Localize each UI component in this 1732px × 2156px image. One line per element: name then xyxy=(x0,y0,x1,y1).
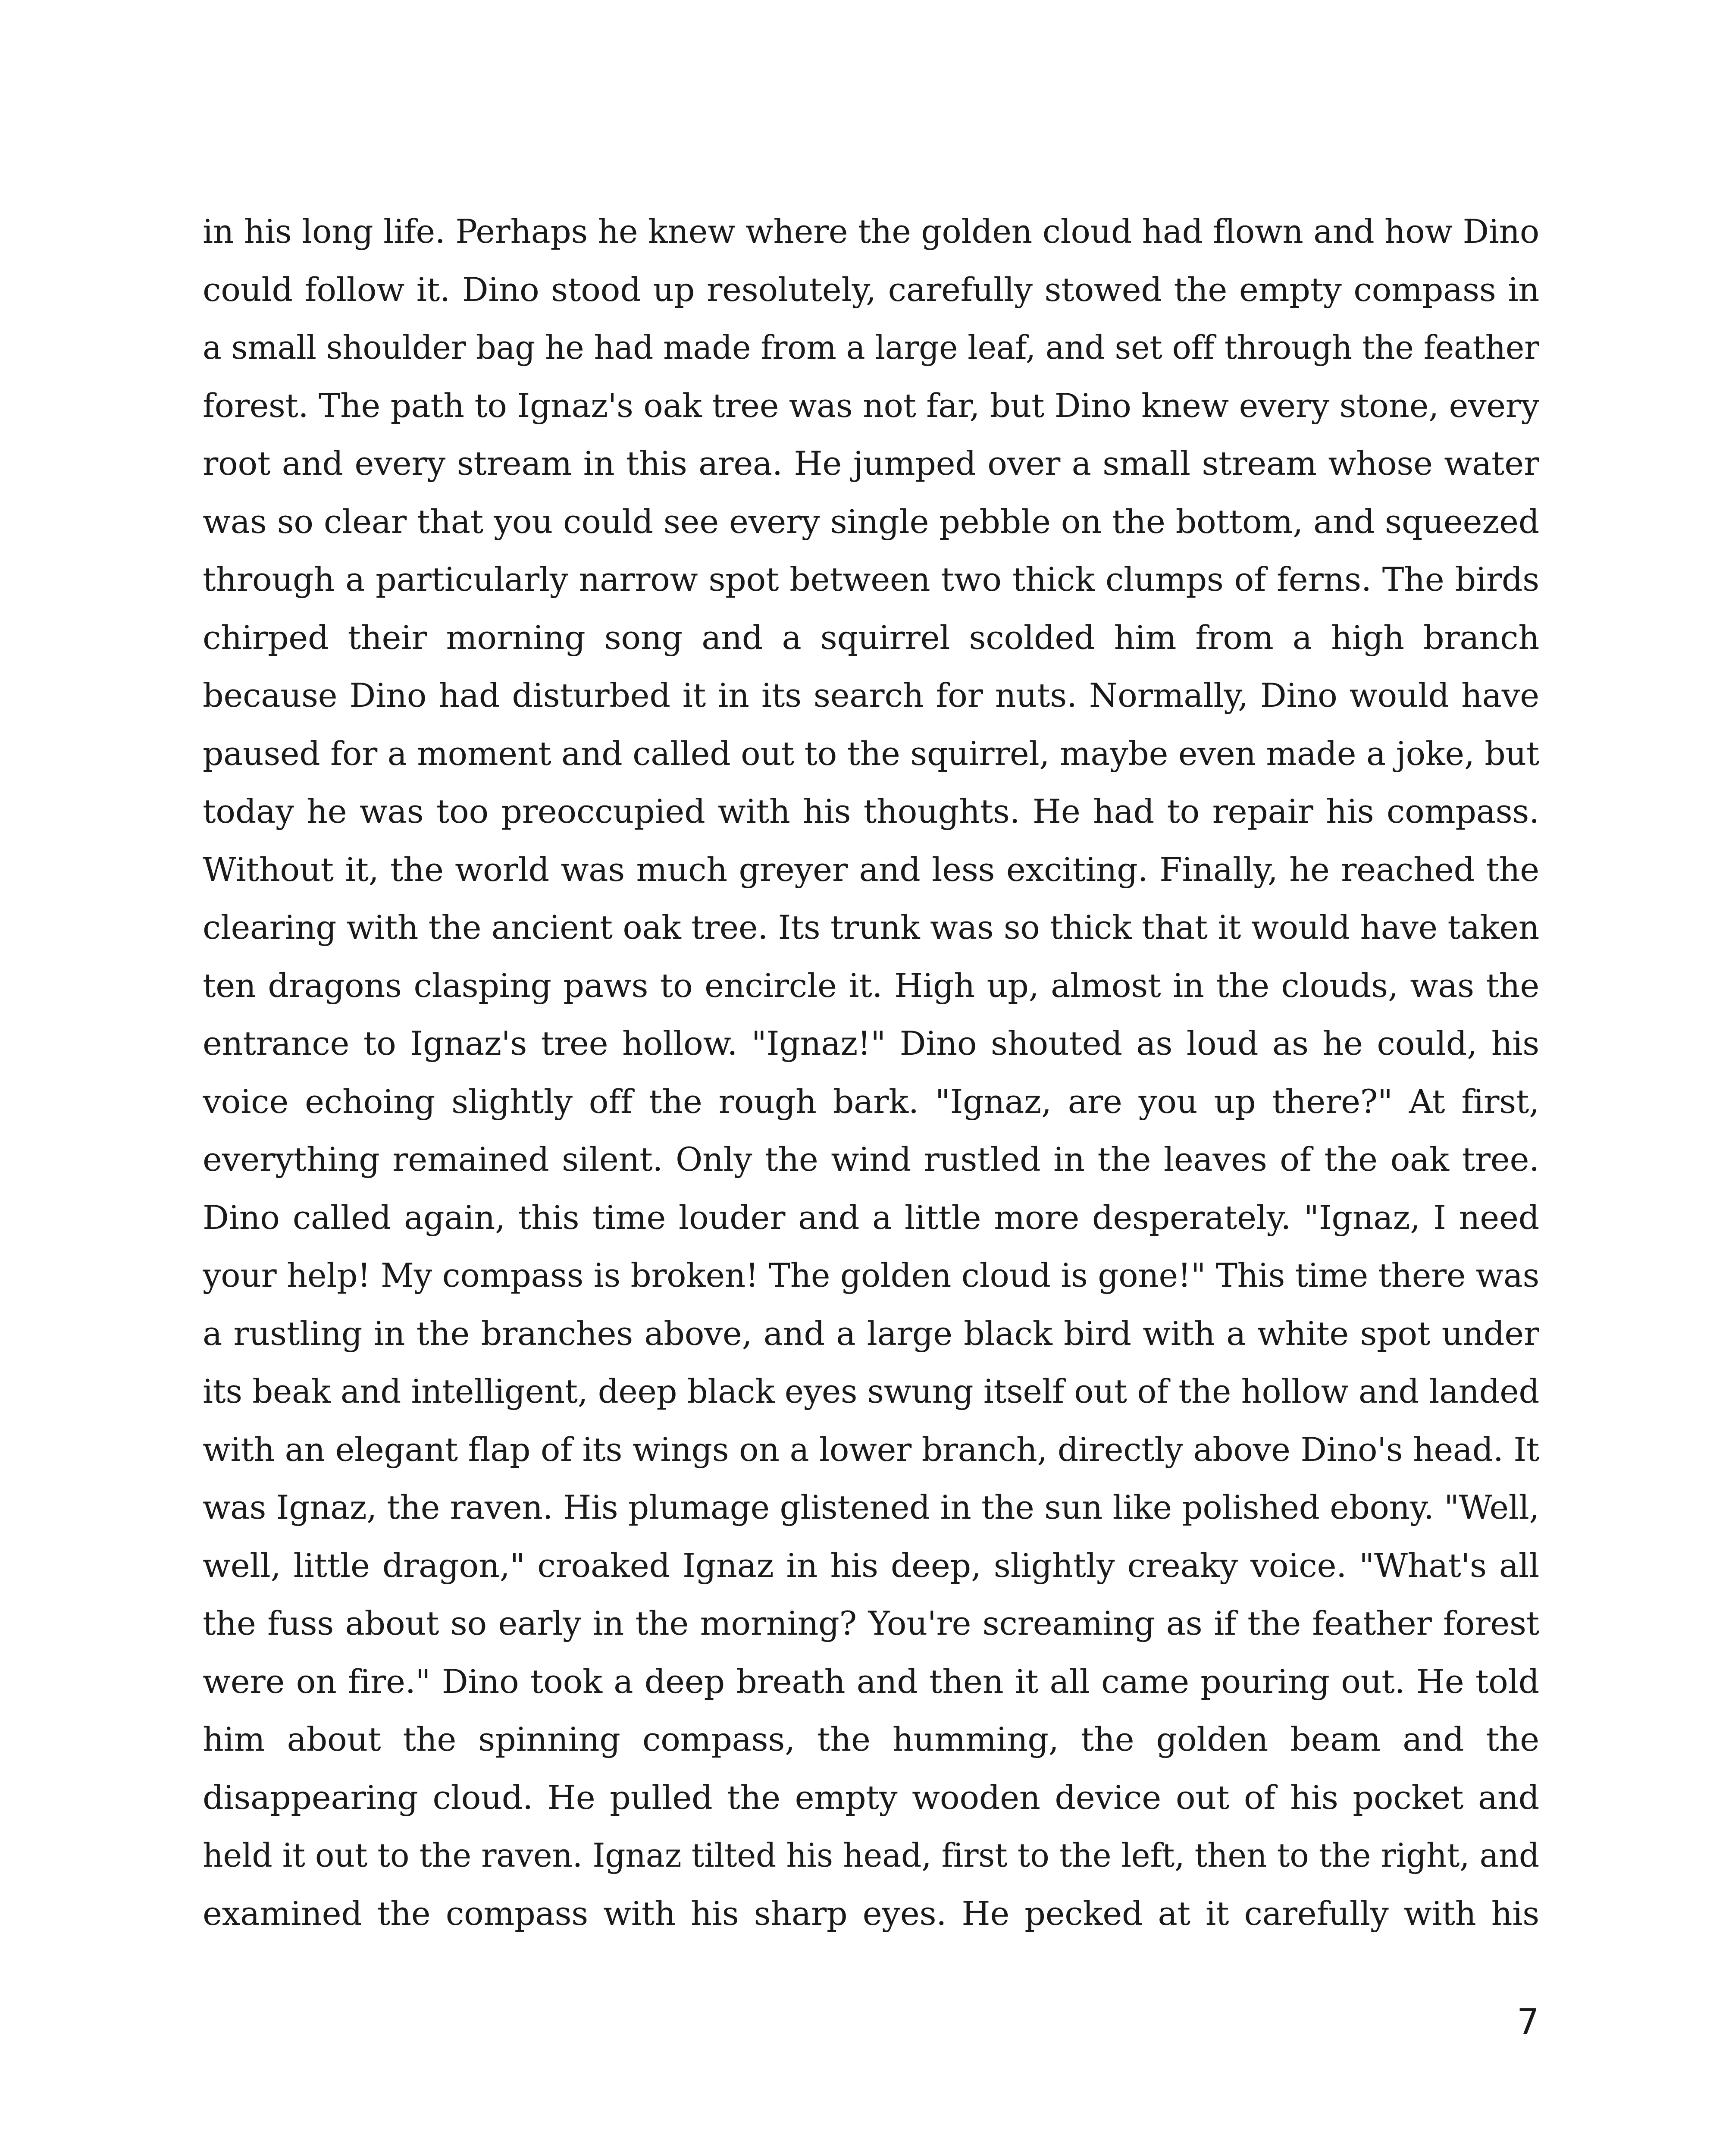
text-line: held it out to the raven. Ignaz tilted his head, first to the left, then to the right, and xyxy=(203,1836,1539,1874)
text-line: a rustling in the branches above, and a large black bird with a white spot under xyxy=(203,1314,1539,1353)
text-line: could follow it. Dino stood up resolutely, carefully stowed the empty compass in xyxy=(203,270,1539,309)
text-line: were on fire." Dino took a deep breath and then it all came pouring out. He told xyxy=(203,1662,1539,1701)
text-line: entrance to Ignaz's tree hollow. "Ignaz!" Dino shouted as loud as he could, his xyxy=(203,1024,1539,1062)
body-paragraph xyxy=(203,203,1539,1943)
text-line: chirped their morning song and a squirrel scolded him from a high branch xyxy=(203,618,1539,657)
text-line: clearing with the ancient oak tree. Its trunk was so thick that it would have taken xyxy=(203,908,1539,946)
text-line: your help! My compass is broken! The golden cloud is gone!" This time there was xyxy=(203,1256,1539,1294)
text-line: disappearing cloud. He pulled the empty wooden device out of his pocket and xyxy=(203,1778,1539,1817)
text-line: paused for a moment and called out to the squirrel, maybe even made a joke, but xyxy=(203,734,1539,773)
text-line: today he was too preoccupied with his thoughts. He had to repair his compass. xyxy=(203,792,1539,830)
text-line: its beak and intelligent, deep black eyes swung itself out of the hollow and landed xyxy=(203,1372,1539,1410)
text-line: was so clear that you could see every single pebble on the bottom, and squeezed xyxy=(203,502,1539,541)
text-line: the fuss about so early in the morning? You're screaming as if the feather forest xyxy=(203,1604,1539,1642)
text-line: examined the compass with his sharp eyes. He pecked at it carefully with his xyxy=(203,1894,1539,1933)
text-line: with an elegant flap of its wings on a lower branch, directly above Dino's head. It xyxy=(203,1430,1539,1469)
text-line: him about the spinning compass, the humming, the golden beam and the xyxy=(203,1720,1539,1758)
text-line: well, little dragon," croaked Ignaz in his deep, slightly creaky voice. "What's all xyxy=(203,1546,1539,1585)
text-line: Dino called again, this time louder and a little more desperately. "Ignaz, I need xyxy=(203,1198,1539,1237)
text-line: through a particularly narrow spot between two thick clumps of ferns. The birds xyxy=(203,560,1539,599)
text-line: ten dragons clasping paws to encircle it. High up, almost in the clouds, was the xyxy=(203,966,1539,1005)
text-line: forest. The path to Ignaz's oak tree was not far, but Dino knew every stone, every xyxy=(203,386,1539,425)
text-line: was Ignaz, the raven. His plumage glistened in the sun like polished ebony. "Well, xyxy=(203,1488,1539,1526)
text-line: everything remained silent. Only the wind rustled in the leaves of the oak tree. xyxy=(203,1140,1539,1178)
text-line: a small shoulder bag he had made from a large leaf, and set off through the feather xyxy=(203,328,1539,367)
text-line: voice echoing slightly off the rough bark. "Ignaz, are you up there?" At first, xyxy=(203,1082,1539,1121)
text-line: in his long life. Perhaps he knew where the golden cloud had flown and how Dino xyxy=(203,212,1539,251)
text-line: Without it, the world was much greyer and less exciting. Finally, he reached the xyxy=(203,850,1539,889)
text-line: because Dino had disturbed it in its search for nuts. Normally, Dino would have xyxy=(203,676,1539,714)
page-number: 7 xyxy=(1516,2002,1539,2043)
text-line: root and every stream in this area. He jumped over a small stream whose water xyxy=(203,444,1539,483)
